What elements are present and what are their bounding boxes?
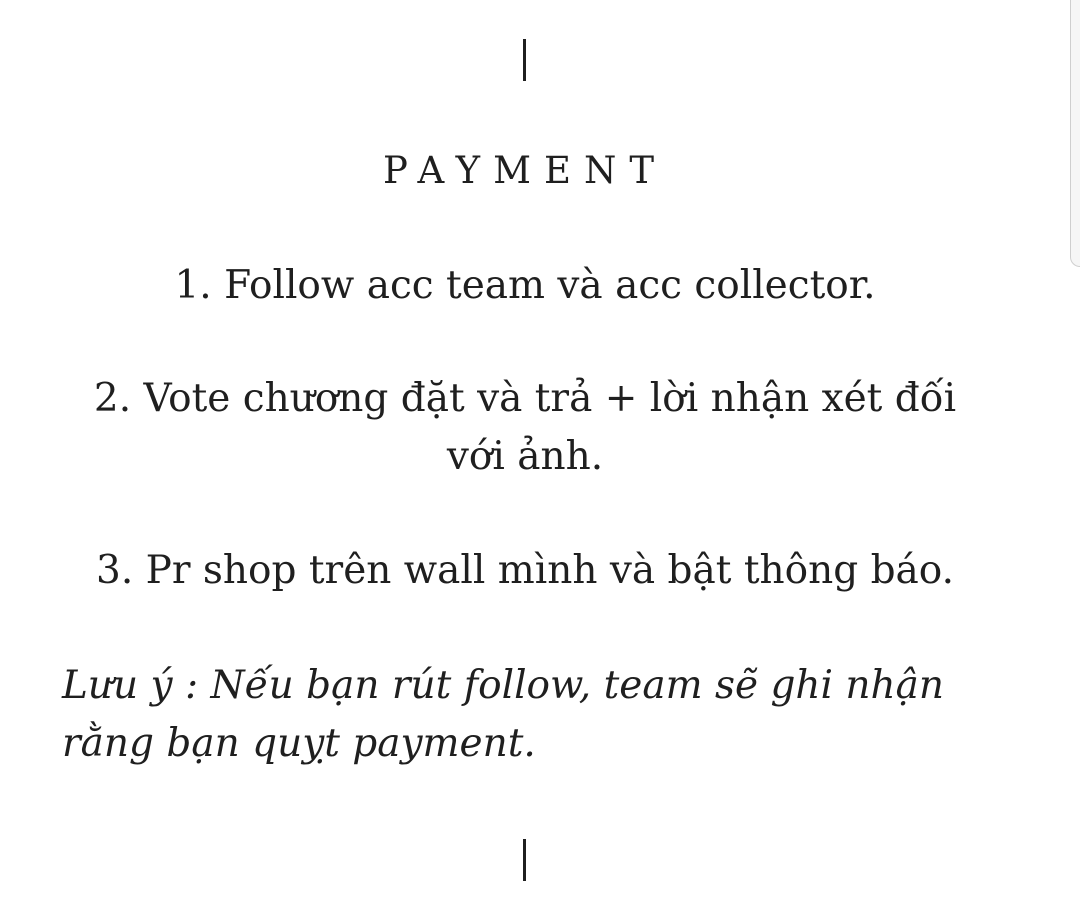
step-item-3: 3. Pr shop trên wall mình và bật thông báo.	[96, 548, 954, 593]
top-divider-line	[523, 39, 526, 81]
step-item-2: 2. Vote chương đặt và trả + lời nhận xét đối với ảnh.	[93, 376, 957, 479]
note-text: Lưu ý : Nếu bạn rút follow, team sẽ ghi nhận rằng bạn quỵt payment.	[62, 663, 945, 766]
step-item-1: 1. Follow acc team và acc collector.	[174, 263, 876, 308]
scrollbar-thumb[interactable]	[1070, 0, 1080, 267]
section-heading: PAYMENT	[382, 149, 668, 192]
bottom-divider-line	[523, 839, 526, 881]
